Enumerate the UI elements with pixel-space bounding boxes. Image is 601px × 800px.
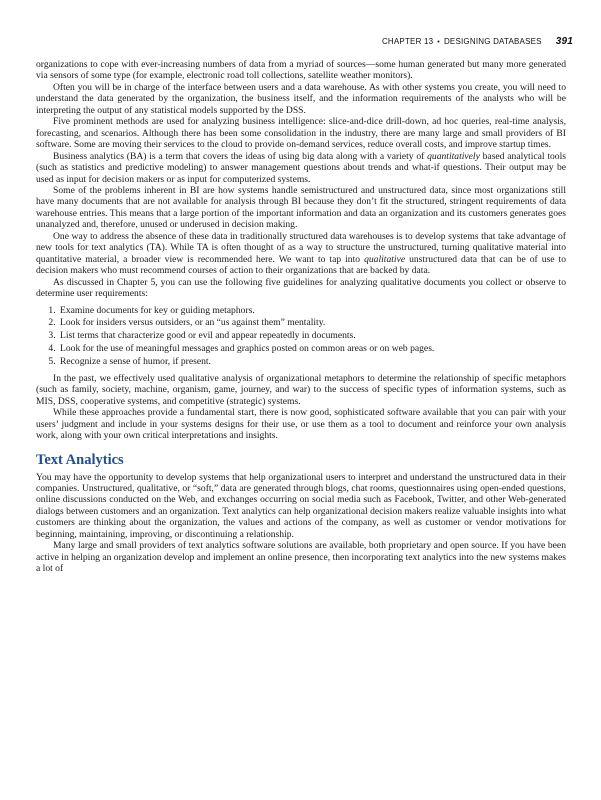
text-run: based analytical tools (such as statistics and predictive modeling) to answer management questions about trends and what-if questions. Their output may be used as input for decision makers or as input for computerized systems. xyxy=(36,150,566,185)
body-text xyxy=(36,59,566,575)
list-item: 5. Recognize a sense of humor, if present. xyxy=(58,356,566,367)
running-head xyxy=(382,36,573,47)
paragraph: As discussed in Chapter 5, you can use the following five guidelines for analyzing qualitative documents you collect or observe to determine user requirements: xyxy=(36,276,566,300)
list-item: 2. Look for insiders versus outsiders, or an “us against them” mentality. xyxy=(58,317,566,328)
text-run: One way to address the absence of these data in traditionally structured data warehouses is to develop systems that take advantage of new tools for text analytics (TA). While TA is often thought of as a way to structure the unstructured, turning qualitative material into quantitative material, a broader view is recommended here. We want to tap into xyxy=(36,230,566,265)
chapter-title: DESIGNING DATABASES xyxy=(443,37,542,46)
list-item: 4. Look for the use of meaningful messages and graphics posted on common areas or on web pages. xyxy=(58,343,566,354)
emphasis: qualitative xyxy=(364,253,406,265)
paragraph: In the past, we effectively used qualitative analysis of organizational metaphors to determine the relationship of specific metaphors (such as family, society, machine, organism, game, journey, and war) to the success of specific types of information systems, such as MIS, DSS, cooperative systems, and competitive (strategic) systems. xyxy=(36,372,566,407)
header-separator: • xyxy=(437,39,440,46)
paragraph: While these approaches provide a fundamental start, there is now good, sophisticated software available that you can pair with your users’ judgment and include in your systems designs for their use, or use them as a tool to document and reinforce your own analysis work, along with your own critical interpretations and insights. xyxy=(36,407,566,442)
paragraph: Some of the problems inherent in BI are how systems handle semistructured and unstructured data, since most organizations still have many documents that are not available for analysis through BI because they don’t fit the structured, stringent requirements of data warehouse entries. This means that a large portion of the important information and data an organization and its customers generates goes unanalyzed and, therefore, unused or underused in decision making. xyxy=(36,184,566,231)
list-item: 3. List terms that characterize good or evil and appear repeatedly in documents. xyxy=(58,330,566,341)
paragraph: Often you will be in charge of the interface between users and a data warehouse. As with other systems you create, you will need to understand the data generated by the organization, the business itself, and the information requirements of the analysts who will be interpreting the output of any statistical models supported by the DSS. xyxy=(36,81,566,116)
text-run: Business analytics (BA) is a term that covers the ideas of using big data along with a variety of xyxy=(53,150,428,162)
chapter-label: CHAPTER 13 xyxy=(381,37,434,46)
paragraph: Many large and small providers of text analytics software solutions are available, both proprietary and open source. If you have been active in helping an organization develop and implement an online presence, then incorporating text analytics into the new systems makes a lot of xyxy=(36,540,566,575)
page-number: 391 xyxy=(555,36,573,47)
text-run: unstructured data that can be of use to decision makers who must recommend courses of action to their organizations that are backed by data. xyxy=(36,253,566,277)
paragraph xyxy=(36,231,566,277)
guidelines-list xyxy=(36,305,566,368)
paragraph: organizations to cope with ever-increasing numbers of data from a myriad of sources—some human generated but many more generated via sensors of some type (for example, electronic road toll collections, satellite weather monitors). xyxy=(36,59,566,82)
paragraph: You may have the opportunity to develop systems that help organizational users to interpret and understand the unstructured data in their companies. Unstructured, qualitative, or “soft,” data are generated through blogs, chat rooms, questionnaires using open-ended questions, online discussions conducted on the Web, and exchanges occurring on social media such as Facebook, Twitter, and other Web-generated dialogs between customers and an organization. Text analytics can help organizational decision makers realize valuable insights into what customers are thinking about the organization, the values and actions of the company, as well as customer or vendor motivations for beginning, maintaining, improving, or discontinuing a relationship. xyxy=(36,471,566,540)
section-heading: Text Analytics xyxy=(36,451,124,468)
paragraph xyxy=(36,151,566,185)
emphasis: quantitatively xyxy=(427,150,480,162)
list-item: 1. Examine documents for key or guiding metaphors. xyxy=(58,305,566,316)
paragraph: Five prominent methods are used for analyzing business intelligence: slice-and-dice drill-down, ad hoc queries, real-time analysis, forecasting, and scenarios. Although there has been some consolidation in the industry, there are many large and small providers of BI software. Some are moving their services to the cloud to provide on-demand services, reduce overall costs, and improve startup times. xyxy=(36,116,566,151)
